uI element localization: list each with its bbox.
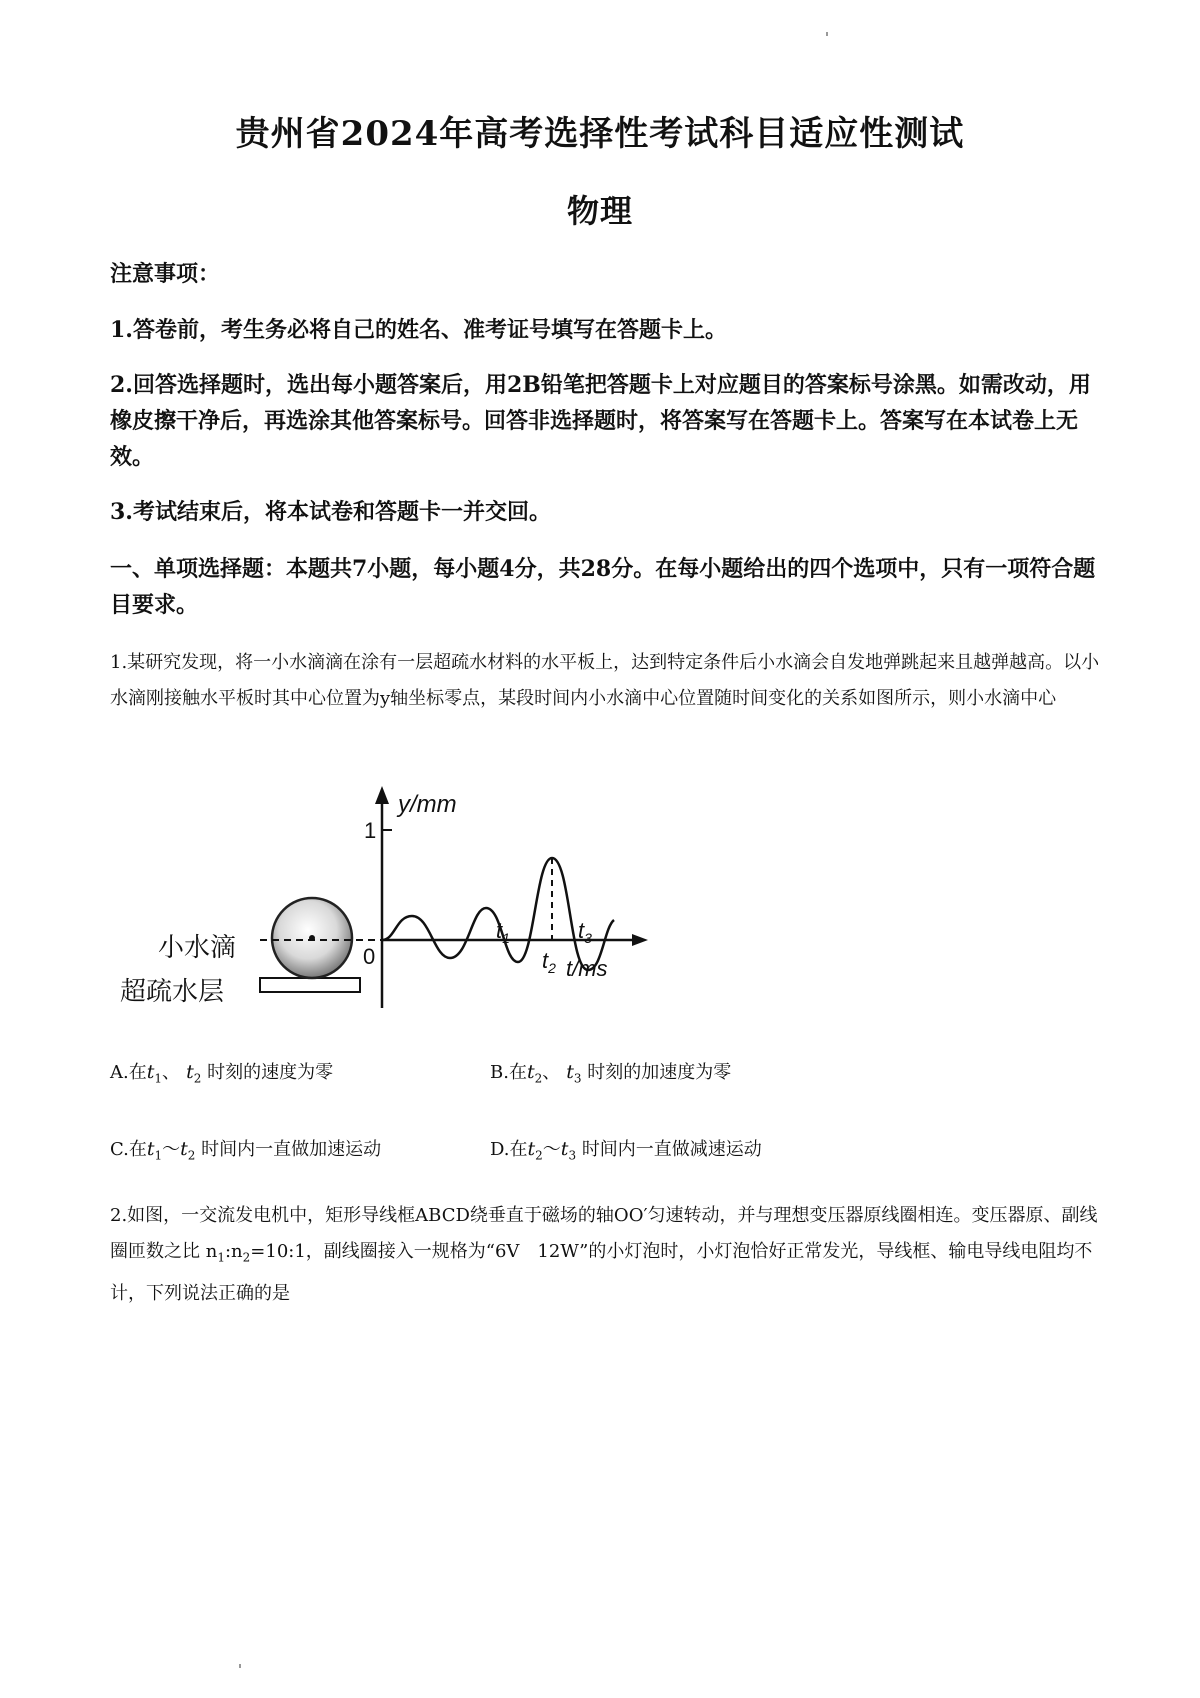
y-axis-label: y/mm — [398, 791, 457, 818]
option-c: C.在$t_1\sim t_2$ 时间内一直做加速运动 — [110, 1138, 382, 1163]
t1-label: $t_1$ — [496, 918, 510, 946]
notice-heading: 注意事项： — [110, 261, 221, 287]
displacement-curve — [382, 858, 614, 970]
scan-speck — [826, 32, 828, 36]
question-2-stem: 2.如图，一交流发电机中，矩形导线框ABCD绕垂直于磁场的轴OO′匀速转动，并与理想变压器原线圈相连。变压器原、副线圈匝数之比 $n_1:n_2=10:1$，副线圈接入一规格为“6V 12W”的小灯泡时，小灯泡恰好正常发光，导线框、输电导线电阻均不计，下列说法正确的是 — [110, 1205, 1098, 1304]
origin-label: 0 — [363, 944, 376, 969]
layer-label: 超疏水层 — [120, 976, 225, 1006]
exam-title: 贵州省2024年高考选择性考试科目适应性测试 — [235, 114, 965, 154]
scan-speck — [239, 1664, 241, 1668]
notice-item-3: 3.考试结束后，将本试卷和答题卡一并交回。 — [110, 499, 551, 525]
t2-label: $t_2$ — [542, 948, 556, 976]
subject-title: 物理 — [566, 192, 633, 230]
notice-item-1: 1.答卷前，考生务必将自己的姓名、准考证号填写在答题卡上。 — [110, 317, 727, 343]
question-1-stem: 1.某研究发现，将一小水滴滴在涂有一层超疏水材料的水平板上，达到特定条件后小水滴会自发地弹跳起来且越弹越高。以小水滴刚接触水平板时其中心位置为y轴坐标零点，某段时间内小水滴中心位置随时间变化的关系如图所示，则小水滴中心 — [110, 652, 1100, 709]
option-a: A.在$t_1$、 $t_2$ 时刻的速度为零 — [110, 1061, 334, 1086]
droplet-center-dot — [309, 935, 315, 941]
y-axis-arrow-icon — [375, 786, 389, 804]
x-axis-label: t/ms — [566, 956, 608, 981]
option-b: B.在$t_2$、 $t_3$ 时刻的加速度为零 — [490, 1061, 732, 1086]
droplet-label: 小水滴 — [158, 932, 237, 962]
section-heading: 一、单项选择题：本题共7小题，每小题4分，共28分。在每小题给出的四个选项中，只有一项符合题目要求。 — [110, 556, 1096, 618]
t3-label: $t_3$ — [578, 918, 592, 946]
superhydrophobic-layer — [260, 978, 360, 992]
option-d: D.在$t_2\sim t_3$ 时间内一直做减速运动 — [490, 1138, 762, 1163]
droplet-bounce-figure — [120, 778, 680, 1028]
x-axis-arrow-icon — [632, 934, 648, 946]
notice-item-2: 2.回答选择题时，选出每小题答案后，用2B铅笔把答题卡上对应题目的答案标号涂黑。如需改动，用橡皮擦干净后，再选涂其他答案标号。回答非选择题时，将答案写在答题卡上。答案写在本试卷上无效。 — [110, 372, 1091, 470]
y-tick-label: 1 — [364, 818, 377, 843]
